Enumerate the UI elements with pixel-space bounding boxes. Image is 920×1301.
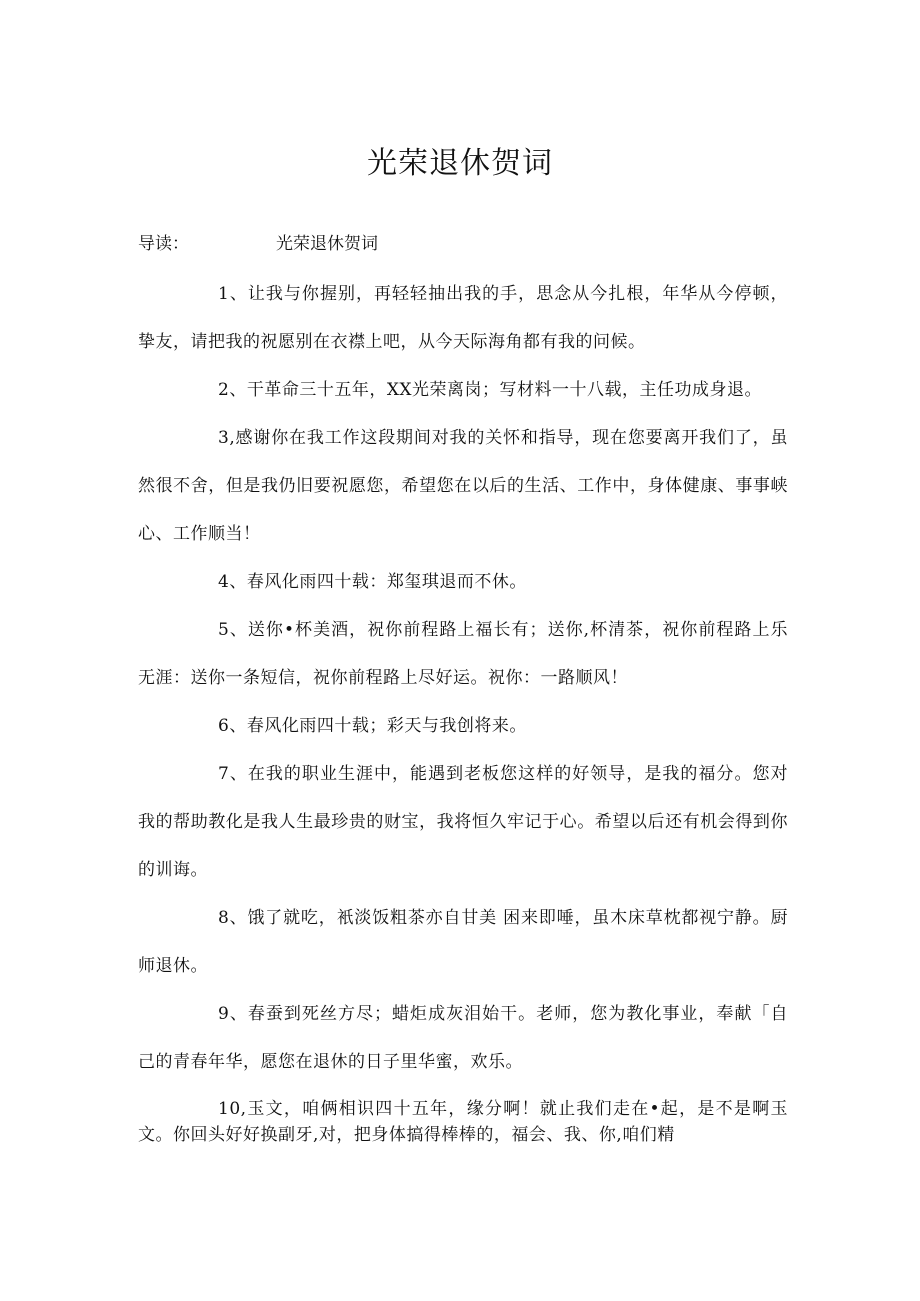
paragraph-6: 6、春风化雨四十载；彩天与我创将来。 <box>218 716 527 736</box>
document-title: 光荣退休贺词 <box>367 146 553 181</box>
intro-line <box>138 229 378 254</box>
paragraph-1: 1、让我与你握别，再轻轻抽出我的手，思念从今扎根，年华从今停顿，挚友，请把我的祝愿别在衣襟上吧，从今天际海角都有我的问候。 <box>138 284 788 352</box>
paragraph-9: 9、春蚕到死丝方尽；蜡炬成灰泪始干。老师，您为教化事业，奉献「自己的青春年华，愿您在退休的日子里华蜜，欢乐。 <box>138 1004 788 1072</box>
intro-label: 导读： <box>138 234 189 254</box>
paragraph-10: 10,玉文，咱俩相识四十五年，缘分啊！就止我们走在•起，是不是啊玉文。你回头好好换副牙,对，把身体搞得棒棒的，福会、我、你,咱们精 <box>138 1099 788 1145</box>
paragraph-8: 8、饿了就吃，衹淡饭粗茶亦自甘美 困来即唾，虽木床草枕都视宁静。厨师退休。 <box>138 908 788 976</box>
paragraph-4: 4、春风化雨四十载：郑玺琪退而不休。 <box>218 572 527 592</box>
paragraph-3: 3,感谢你在我工作这段期间对我的关怀和指导，现在您要离开我们了，虽然很不舍，但是我仍旧要祝愿您，希望您在以后的生活、工作中，身体健康、事事峡心、工作顺当！ <box>138 428 788 544</box>
intro-text: 光荣退休贺词 <box>276 234 378 254</box>
document-body <box>138 270 788 1148</box>
paragraph-5: 5、送你•杯美酒，祝你前程路上福长有；送你,杯清茶，祝你前程路上乐无涯：送你一条短信，祝你前程路上尽好运。祝你：一路顺风！ <box>138 620 788 688</box>
paragraph-2: 2、干革命三十五年，XX光荣离岗；写材料一十八载，主任功成身退。 <box>218 380 763 400</box>
paragraph-7: 7、在我的职业生涯中，能遇到老板您这样的好领导，是我的福分。您对我的帮助教化是我人生最珍贵的财宝，我将恒久牢记于心。希望以后还有机会得到你的训诲。 <box>138 764 788 880</box>
